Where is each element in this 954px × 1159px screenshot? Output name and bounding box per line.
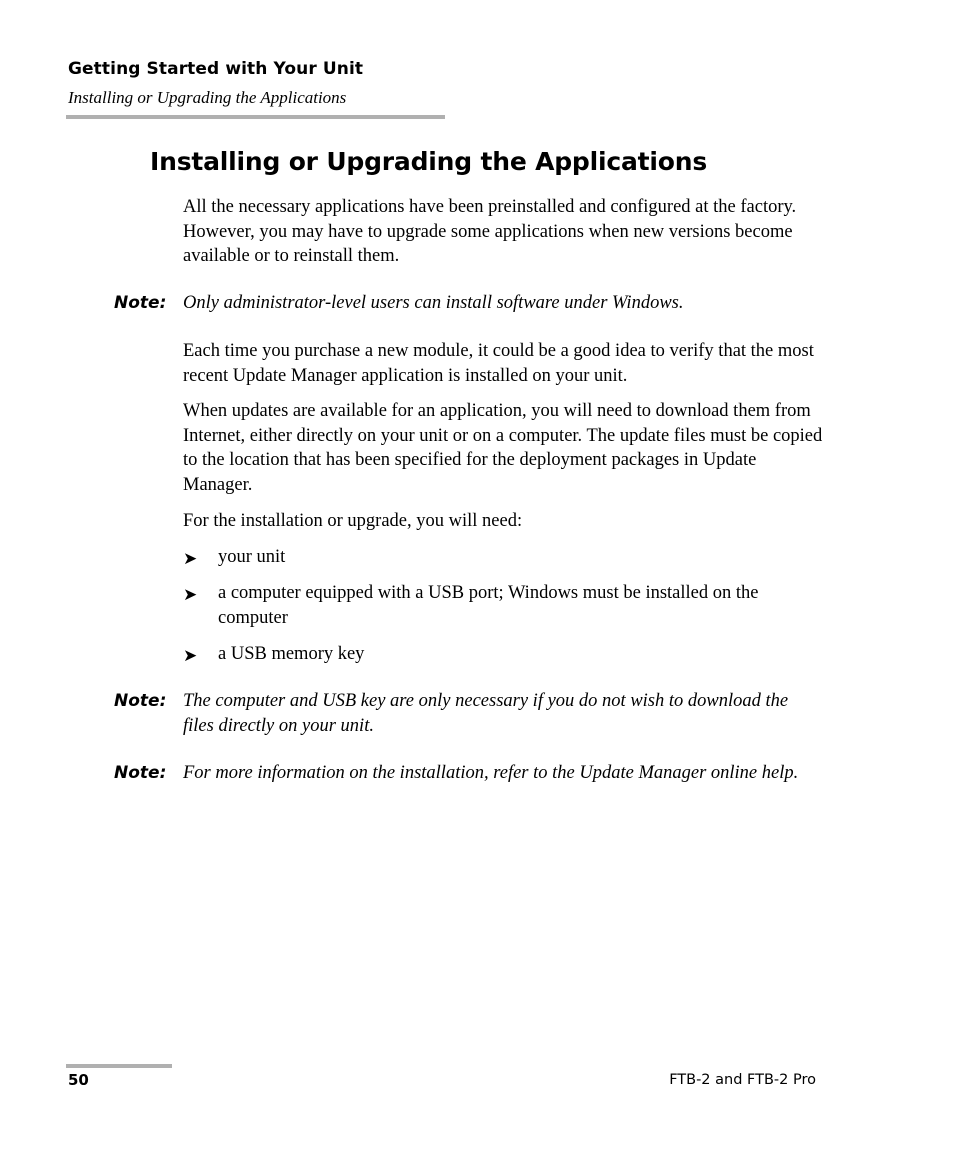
list-item-text: a computer equipped with a USB port; Windows must be installed on the computer xyxy=(218,583,759,628)
section-subtitle: Installing or Upgrading the Applications xyxy=(68,88,347,107)
updates-paragraph: When updates are available for an application, you will need to download them from Internet, either directly on your unit or on a computer. The update files must be copied to the location that has been specified for the deployment packages in Update Manager. xyxy=(183,401,823,495)
footer-rule xyxy=(66,1064,172,1068)
list-item xyxy=(183,642,823,667)
list-item xyxy=(183,581,823,630)
note-text: For more information on the installation, refer to the Update Manager online help. xyxy=(183,763,799,783)
page-number: 50 xyxy=(68,1071,89,1089)
arrow-bullet-icon: ➤ xyxy=(183,585,198,605)
list-item-text: your unit xyxy=(218,547,286,567)
note-label: Note: xyxy=(114,691,167,711)
product-name: FTB-2 and FTB-2 Pro xyxy=(669,1072,816,1088)
note-text: Only administrator-level users can install software under Windows. xyxy=(183,293,684,313)
arrow-bullet-icon: ➤ xyxy=(183,549,198,569)
header-rule xyxy=(66,115,445,119)
requirements-paragraph: For the installation or upgrade, you will need: xyxy=(183,511,523,531)
note-text: The computer and USB key are only necessary if you do not wish to download the files directly on your unit. xyxy=(183,691,789,736)
list-item-text: a USB memory key xyxy=(218,643,365,664)
requirements-list xyxy=(183,545,823,678)
intro-paragraph: All the necessary applications have been preinstalled and configured at the factory. However, you may have to upgrade some applications when new versions become available or to reinstall them. xyxy=(183,197,797,266)
chapter-title: Getting Started with Your Unit xyxy=(68,59,364,79)
running-header xyxy=(68,57,363,109)
note-label: Note: xyxy=(114,763,167,783)
list-item xyxy=(183,545,823,570)
module-paragraph: Each time you purchase a new module, it could be a good idea to verify that the most recent Update Manager application is installed on your unit. xyxy=(183,341,814,386)
arrow-bullet-icon: ➤ xyxy=(183,645,198,666)
page-heading: Installing or Upgrading the Applications xyxy=(150,147,708,176)
note-label: Note: xyxy=(114,293,167,313)
